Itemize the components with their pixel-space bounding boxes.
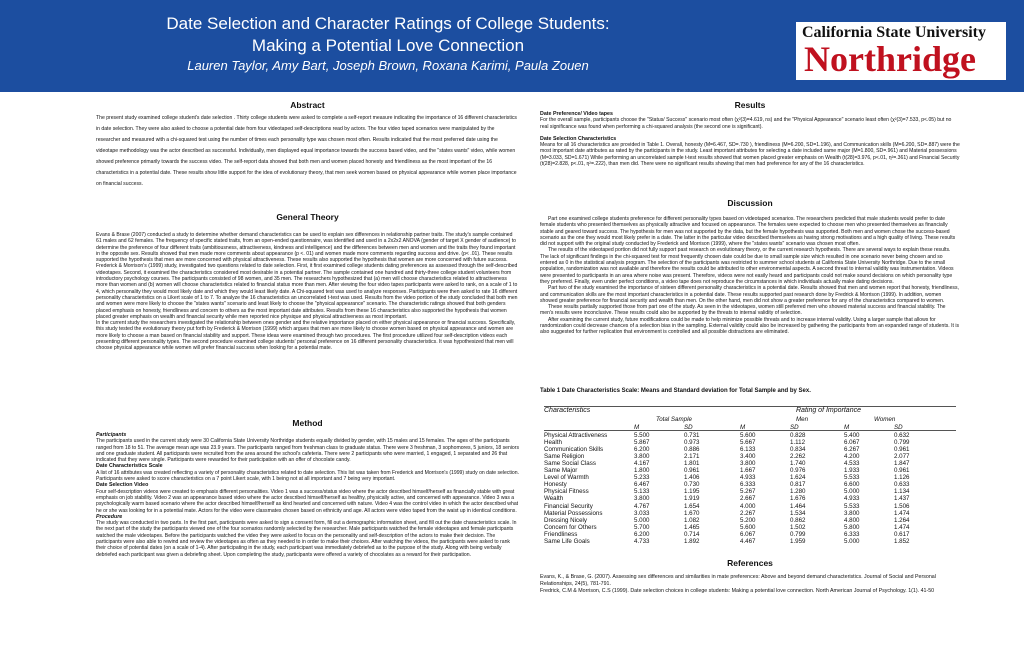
table-cell-men-sd: 0.862 xyxy=(790,516,806,524)
table-cell-women-m: 4.200 xyxy=(844,453,860,461)
table-cell-total-sd: 0.973 xyxy=(684,439,700,447)
table-cell-total-m: 6.200 xyxy=(634,530,650,538)
table-cell-men-m: 4.000 xyxy=(740,502,756,510)
table-cell-women-sd: 0.799 xyxy=(894,439,910,447)
table-cell-men-m: 5.667 xyxy=(740,439,756,447)
discussion-p4: These results partially supported those from part one of the study. As seen in the videotapes, women still preferred men who showed material success and financial stability. The men's results were inconclusive. These results could also be supported by the threats to internal validity of selection. xyxy=(540,304,946,317)
table-cell-women-m: 4.800 xyxy=(844,516,860,524)
table-cell-row-label: Same Life Goals xyxy=(544,537,590,545)
abstract-heading: Abstract xyxy=(290,100,325,110)
discussion-p5: After examining the current study, future modifications could be made to help minimize possible threats and to increase internal validity. Using a larger sample that allows for randomization could decrease chances of a selection bias in the sampling. External validity could also be increased by gathering the participants from an expanded range of students. It is also suggested for further replication that environment is controlled and all possible distractions are eliminated. xyxy=(540,316,960,336)
dcs-heading: Date Characteristics Scale xyxy=(96,463,163,470)
table-cell-total-m: 5.233 xyxy=(634,474,650,482)
characteristics-table xyxy=(544,406,956,546)
table-cell-women-m: 5.533 xyxy=(844,502,860,510)
table-cell-row-label: Friendliness xyxy=(544,530,578,538)
col-men: Men xyxy=(796,416,809,423)
dsv-text: Four self-description videos were created to emphasis different personalities. Video 1 was a success/status video where the actor described himself/herself as financially stable with great emphasis on job stability. Video 2 was an appearance based video where the actor described himself/herself as healthy, physically active, and concerned with appearance. Video 3 was a psychologically warm based scenario where the actor described himself/herself as kind hearted and concerned with nature. Video 4 was the control video in which the actor described what he or she was looking for in a potential mate. Actors for the video were classmates chosen based on ethnicity and age. All actors were video taped from the waist up in identical conditions. xyxy=(96,488,519,514)
procedure-heading: Procedure xyxy=(96,513,123,520)
table-cell-row-label: Dressing Nicely xyxy=(544,516,587,524)
table-cell-total-sd: 0.731 xyxy=(684,432,700,439)
general-theory-p2: Frederick & Morrison's (1999) study, investigated two questions related to date selection. First, it first examined college students dating preferences as assessed through the self-described videotapes. Second, it examined the characteristics considered most desirable in a potential partner. The sample contained one hundred and thirty-three college student volunteers from introductory psychology courses. The participants consisted of 98 women, and 35 men. The researchers hypothesized that (a) men will choose characteristics related to attractiveness more than women and (b) women will choose characteristics related to financial status more than men. After viewing the four video tapes participants were asked to rank, on a scale of 1 to 4, which personality they would most likely date and which they would least likely date. A Chi-squared test was used to analyze responses. Participants were then asked to rate 16 different personality characteristics on a Likert scale of 1 to 7. To analyze the 16 characteristics an uncorrelated t-test was used. Results from the video portion of the study concluded that both men and women were more likely to choose the "states wants" scenario and least likely to choose the "physical appearance" scenario. The characteristic ratings showed that both genders placed emphasis on honesty, friendliness and concern to others as the most important date attributes. Results from these 16 characteristics also supported the hypothesis that women placed greater emphasis on wealth and financial security while men reported nice physique and physical attractiveness as most important. xyxy=(96,263,518,320)
discussion-p2: The results of the videotaped portion did not fully support past research on evolutionary theory, or the current research hypothesis. There are several ways to explain these results. The lack of significant findings in the chi-squared test for most frequently chosen date could be due to small sample size which resulted in one scenario never being chosen and so entered as 0 in the statistical analysis program. The selection of the participants was restricted to summer school students at California State University Northridge. Due to the small population, randomization was not available and therefore the results could be attributed to other environmental aspects. A second threat to internal validity was instrumentation. Videos were presented to participants in an area where noise was present. Therefore, videos were not easily heard and participants could not make sound decisions on which personality type they preferred. Finally, even under perfect conditions, a video tape does not reproduce the circumstances in which individuals actually make dating decisions. xyxy=(540,247,954,285)
table-rule-top xyxy=(544,406,956,407)
date-characteristics-text: Means for all 16 characteristics are provided in Table 1. Overall, honesty (M=6.467, SD=.730 ), friendliness (M=6.200, SD=1.196), and Communication skills (M=6.200, SD=.887) were the most important date attributes as rated by the participants in the study. Least important attributes for selecting a date included same major (M=1.800, SD=.961) and Material possessions (M=3.033, SD=1.671) While performing an uncorrelated sample t-test results showed that women placed greater emphasis on Wealth (t(28)=3.976, p<.01, η²=.361) and Financial Security (t(28)=2.828, p<.01, η²=.222), than men did. There were no significant results showing that men had preference for any of the 16 characteristics. xyxy=(540,142,960,168)
col-total-sample: Total Sample xyxy=(656,416,692,423)
table-cell-total-sd: 1.801 xyxy=(684,460,700,468)
col-men-m: M xyxy=(740,424,746,431)
table-cell-total-m: 1.800 xyxy=(634,467,650,475)
table-cell-row-label: Physical Attractiveness xyxy=(544,432,608,439)
results-heading: Results xyxy=(734,100,766,110)
table-cell-total-sd: 1.465 xyxy=(684,523,700,531)
table-cell-men-m: 4.467 xyxy=(740,537,756,545)
date-preference-text: For the overall sample, participants choose the "Status/ Success" scenario most often (χ²(3)=4.619, ns) and the "Physical Appearance" scenario least often (χ²(3)=7.533, p<.05) but no real significance was found when performing a chi-squared analysis (the second one is significant). xyxy=(540,117,952,130)
reference-2: Fredrick, C.M & Morrison, C.S (1999). Date selection choices in college students: Making a potential love connection. North American Journal of Psychology. 1(1). 41-50 xyxy=(540,588,935,594)
table-cell-women-sd: 1.437 xyxy=(894,495,910,503)
table-cell-men-m: 5.600 xyxy=(740,523,756,531)
table-cell-women-sd: 0.961 xyxy=(894,467,910,475)
table-cell-row-label: Honesty xyxy=(544,481,567,489)
table-cell-men-m: 6.133 xyxy=(740,446,756,454)
table-cell-total-m: 4.733 xyxy=(634,537,650,545)
logo-line-1: California State University xyxy=(802,24,986,41)
table-cell-women-sd: 1.506 xyxy=(894,502,910,510)
table-cell-men-m: 6.067 xyxy=(740,530,756,538)
table-cell-total-m: 3.800 xyxy=(634,453,650,461)
table-cell-total-sd: 1.195 xyxy=(684,488,700,496)
general-theory-p3: In the current study the researchers investigated the relationship between ones gender and the relative importance placed on either physical appearance or financial success. Specifically, this study tested the evolutionary theory put forth by Frederick & Morrison (1999) which argues that men are more likely to choose women based on physical appearance and women are more likely to choose a man based on financial stability and support. These ideas were examined through two procedures. The first procedure utilized four self-description videos each presenting different personality types. The second procedure examined college students' personal preference on 16 different personality characteristics. It was hypothesized that men will choose physical appearance while women will prefer financial success when looking for a potential mate. xyxy=(96,320,516,352)
table-cell-women-m: 6.067 xyxy=(844,439,860,447)
table-cell-men-sd: 0.976 xyxy=(790,467,806,475)
table-cell-men-m: 4.933 xyxy=(740,474,756,482)
general-theory-heading: General Theory xyxy=(276,212,339,222)
table-cell-total-sd: 1.892 xyxy=(684,537,700,545)
table-cell-row-label: Health xyxy=(544,439,562,447)
table-cell-total-m: 4.167 xyxy=(634,460,650,468)
table-cell-women-sd: 1.134 xyxy=(894,488,910,496)
table-cell-total-m: 6.467 xyxy=(634,481,650,489)
table-cell-men-m: 2.267 xyxy=(740,509,756,517)
table-cell-total-sd: 1.406 xyxy=(684,474,700,482)
table-cell-women-m: 5.000 xyxy=(844,488,860,496)
table-cell-total-sd: 1.082 xyxy=(684,516,700,524)
table-cell-women-sd: 1.847 xyxy=(894,460,910,468)
date-preference-heading: Date Preference/ Video tapes xyxy=(540,111,613,117)
table-cell-row-label: Financial Security xyxy=(544,502,593,510)
table-cell-total-sd: 0.886 xyxy=(684,446,700,454)
table-cell-women-sd: 2.077 xyxy=(894,453,910,461)
table-cell-men-sd: 1.959 xyxy=(790,537,806,545)
table-cell-men-sd: 1.740 xyxy=(790,460,806,468)
table-cell-women-sd: 1.126 xyxy=(894,474,910,482)
table-cell-men-sd: 0.834 xyxy=(790,446,806,454)
reference-1: Evans, K., & Brase, G. (2007). Assessing sex differences and similarities in mate preferences: Above and beyond demand characteristics. Journal of Social and Personal Relationships, 24(5), 781-791. xyxy=(540,574,936,587)
table-cell-men-sd: 0.817 xyxy=(790,481,806,489)
table-cell-women-sd: 1.474 xyxy=(894,509,910,517)
table-cell-row-label: Communication Skills xyxy=(544,446,604,454)
date-characteristics-heading: Date Selection Characteristics xyxy=(540,135,617,142)
table-cell-row-label: Physical Fitness xyxy=(544,488,589,496)
table-cell-total-sd: 1.654 xyxy=(684,502,700,510)
table-cell-total-m: 5.700 xyxy=(634,523,650,531)
table-cell-women-m: 4.533 xyxy=(844,460,860,468)
col-women: Women xyxy=(874,416,896,423)
table-cell-men-m: 5.200 xyxy=(740,516,756,524)
discussion-p1: Part one examined college students preference for different personality types based on videotaped scenarios. The researchers predicted that male students would prefer to date female students who presented themselves as physically attractive and focused on appearance. The females were expected to choose men who presented themselves as financially stable and geared toward success. The hypothesis for men was not supported by the data, but the female hypothesis was supported. Both men and women chose the success-based scenario as the one they would most likely prefer in a date. The latter in the particular video described themselves as having strong motivations and a high quality of living. These results did not support with the original study conducted by Frederick and Morrison (1999), where the "states wants" scenario was chosen most often. xyxy=(540,216,956,248)
table-cell-men-m: 2.667 xyxy=(740,495,756,503)
table-cell-total-sd: 1.919 xyxy=(684,495,700,503)
table-cell-women-m: 3.800 xyxy=(844,509,860,517)
dsv-heading: Date Selection Video xyxy=(96,482,149,489)
col-total-m: M xyxy=(634,424,640,431)
dcs-text: A list of 16 attributes was created reflecting a variety of personality characteristics related to date selection. This list was taken from Frederick and Morrison's (1999) study on date selection. Participants were asked to score characteristics on a 7 point Likert scale, with 1 being not at all important and 7 being very important. xyxy=(96,469,520,483)
table-cell-women-m: 5.400 xyxy=(844,432,860,439)
table-cell-men-m: 1.667 xyxy=(740,467,756,475)
table-cell-total-m: 6.200 xyxy=(634,446,650,454)
table-cell-men-m: 5.267 xyxy=(740,488,756,496)
title-line-1: Date Selection and Character Ratings of College Students: xyxy=(166,14,610,33)
table-cell-total-sd: 0.714 xyxy=(684,530,700,538)
poster-header xyxy=(0,0,1024,92)
participants-heading: Participants xyxy=(96,432,127,438)
logo-line-2: Northridge xyxy=(804,39,976,79)
table-cell-row-label: Wealth xyxy=(544,495,564,503)
table-cell-row-label: Concern for Others xyxy=(544,523,597,531)
method-heading: Method xyxy=(292,418,323,428)
table-cell-men-sd: 1.464 xyxy=(790,502,806,510)
general-theory-section xyxy=(96,212,519,352)
col-rating: Rating of Importance xyxy=(796,407,861,414)
table-cell-row-label: Level of Warmth xyxy=(544,474,589,482)
references-heading: References xyxy=(727,558,773,568)
col-characteristics: Characteristics xyxy=(544,407,591,414)
general-theory-p1: Evans & Brase (2007) conducted a study to determine whether demand characteristics can be used to explain sex differences in relationship partner traits. The study's sample contained 61 males and 62 females. The frequency of specific stated traits, from an open-ended questionnaire, was identified and used in a 2x2x2 ANOVA (gender of target X gender of audience) to determine the preference of four different traits (ambitiousness, attractiveness, kindness and intelligence) and the differences between men and women and the traits they found important in the opposite sex. Results showed that men made more comments about appearance (p <. 01) and women made more comments regarding success and drive. (p< .01). These results supported the hypothesis that men are more concerned with physical attractiveness. These results also supported the hypothesis that women are more concerned with future success. xyxy=(96,232,517,264)
title-line-2: Making a Potential Love Connection xyxy=(251,36,525,55)
col-women-sd: SD xyxy=(894,424,903,431)
method-section xyxy=(96,418,519,558)
table-cell-row-label: Same Religion xyxy=(544,453,585,461)
table-cell-total-m: 3.033 xyxy=(634,509,650,517)
table-cell-men-sd: 1.624 xyxy=(790,474,806,482)
table-cell-women-m: 4.933 xyxy=(844,495,860,503)
discussion-p3: Part two of the study examined the importance of sixteen different personality characteristics in a potential date. Results showed that men and women report that honesty, friendliness, and communication skills are the most important characteristics in a potential date. These results supported past research done by Fredrick & Morrison (1999). In addition, women showed greater preference for financial security and wealth than men. On the other hand, men did not show a greater preference for any of the characteristics compared to women. xyxy=(540,285,959,304)
abstract-section xyxy=(96,100,519,190)
authors: Lauren Taylor, Amy Bart, Joseph Brown, Roxana Karimi, Paula Zouen xyxy=(187,58,589,73)
university-logo xyxy=(796,22,1006,80)
table-cell-men-m: 3.400 xyxy=(740,453,756,461)
table-caption: Table 1 Date Characteristics Scale: Means and Standard deviation for Total Sample and by Sex. xyxy=(540,388,811,394)
table-cell-women-sd: 0.961 xyxy=(894,446,910,454)
table-cell-total-sd: 0.730 xyxy=(684,481,700,489)
table-cell-total-sd: 2.171 xyxy=(684,453,700,461)
table-cell-men-m: 5.600 xyxy=(740,432,756,439)
table-cell-men-sd: 0.799 xyxy=(790,530,806,538)
table-cell-men-m: 3.800 xyxy=(740,460,756,468)
table-cell-total-m: 5.000 xyxy=(634,516,650,524)
references-section xyxy=(540,558,960,595)
table-cell-men-sd: 0.828 xyxy=(790,432,806,439)
table-cell-women-m: 5.800 xyxy=(844,523,860,531)
procedure-text: The study was conducted in two parts. In the first part, participants were asked to sign a consent form, fill out a demographic information sheet, and fill out the date characteristics scale. In the next part of the study the participants viewed one of the four scenarios randomly selected by the researcher. Male participants watched the female videotapes and female participants watched the male videotapes. Before the participants watched the video they were asked to focus on the personality and self-description of the actors to make their decision. The participants were also able to rewind and review the videotapes as often as they needed to in order to make their choices. After watching the videos, the participants were asked to rank their choice of potential dates (on a scale of 1-4). After participating in the study, each participant was immediately debriefed as to the purpose of the study. Along with being verbally debriefed each participant was given a debriefing sheet. Upon completing the study, participants were offered a variety of chocolates as a reward for their participation. xyxy=(96,520,517,558)
table-cell-row-label: Same Major xyxy=(544,467,578,475)
table-cell-women-sd: 0.632 xyxy=(894,432,910,439)
table-cell-total-sd: 1.670 xyxy=(684,509,700,517)
table-cell-total-m: 5.867 xyxy=(634,439,650,447)
col-men-sd: SD xyxy=(790,424,799,431)
table-cell-men-m: 6.333 xyxy=(740,481,756,489)
discussion-section xyxy=(540,198,960,336)
table-cell-row-label: Same Social Class xyxy=(544,460,596,468)
table-cell-women-m: 6.267 xyxy=(844,446,860,454)
abstract-text: The present study examined college student's date selection . Thirty college students were asked to complete a self-report measure indicating the importance of 16 different characteristics in date selection. They were also asked to choose a potential date from four videotaped self-descriptions read by actors. The four video taped scenarios were manipulated by the researcher and measured with a chi-squared test using the number of times each personality type was chosen most often. Results indicated that the most preferred date using the videotape methodology was the actor described as successful. Individually, men displayed equal importance towards the success based video, and the "states wants" video, while women showed preference primarily towards the success video. The self-report data showed that both men and women placed honesty and friendliness as the most important of the 16 characteristics in a potential date. These results show little support for the idea of evolutionary theory, that men seek women based on physical appearance while women place importance on financial success. xyxy=(96,115,517,187)
col-total-sd: SD xyxy=(684,424,693,431)
table-rule-header xyxy=(544,430,956,431)
table-section xyxy=(540,388,960,548)
table-cell-men-sd: 1.676 xyxy=(790,495,806,503)
table-cell-men-sd: 1.280 xyxy=(790,488,806,496)
table-cell-men-sd: 1.112 xyxy=(790,439,806,447)
table-cell-total-m: 3.800 xyxy=(634,495,650,503)
table-cell-women-sd: 0.617 xyxy=(894,530,910,538)
participants-text: The participants used in the current study were 30 California State University Northridge students equally divided by gender, with 15 males and 15 females. The ages of the participants ranged from 18 to 51. The average mean age was 23.9 years. The participants ranged from freshman class to graduate status. There were 3 freshman, 3 sophomores, 5 juniors, 18 seniors and one graduate student. All participants were recruited from the area around the school's cafeteria. There were 2 participants who were married, 1 engaged, 1 separated and 26 that indicated that they were single. Participants were rewarded for their participation with an offer of chocolate candy. xyxy=(96,438,520,464)
table-cell-women-m: 1.933 xyxy=(844,467,860,475)
table-cell-women-m: 6.600 xyxy=(844,481,860,489)
results-section xyxy=(540,100,960,167)
table-cell-total-m: 5.500 xyxy=(634,432,650,439)
col-women-m: M xyxy=(844,424,850,431)
discussion-heading: Discussion xyxy=(727,198,773,208)
table-cell-women-m: 5.000 xyxy=(844,537,860,545)
table-cell-total-m: 4.767 xyxy=(634,502,650,510)
table-cell-total-m: 5.133 xyxy=(634,488,650,496)
table-cell-men-sd: 2.262 xyxy=(790,453,806,461)
table-cell-row-label: Material Possessions xyxy=(544,509,603,517)
table-cell-women-m: 5.533 xyxy=(844,474,860,482)
table-cell-women-sd: 0.633 xyxy=(894,481,910,489)
table-cell-women-sd: 1.474 xyxy=(894,523,910,531)
table-cell-men-sd: 1.502 xyxy=(790,523,806,531)
table-cell-women-m: 6.333 xyxy=(844,530,860,538)
table-cell-women-sd: 1.852 xyxy=(894,537,910,545)
table-cell-men-sd: 1.534 xyxy=(790,509,806,517)
table-cell-total-sd: 0.961 xyxy=(684,467,700,475)
table-cell-women-sd: 1.264 xyxy=(894,516,910,524)
